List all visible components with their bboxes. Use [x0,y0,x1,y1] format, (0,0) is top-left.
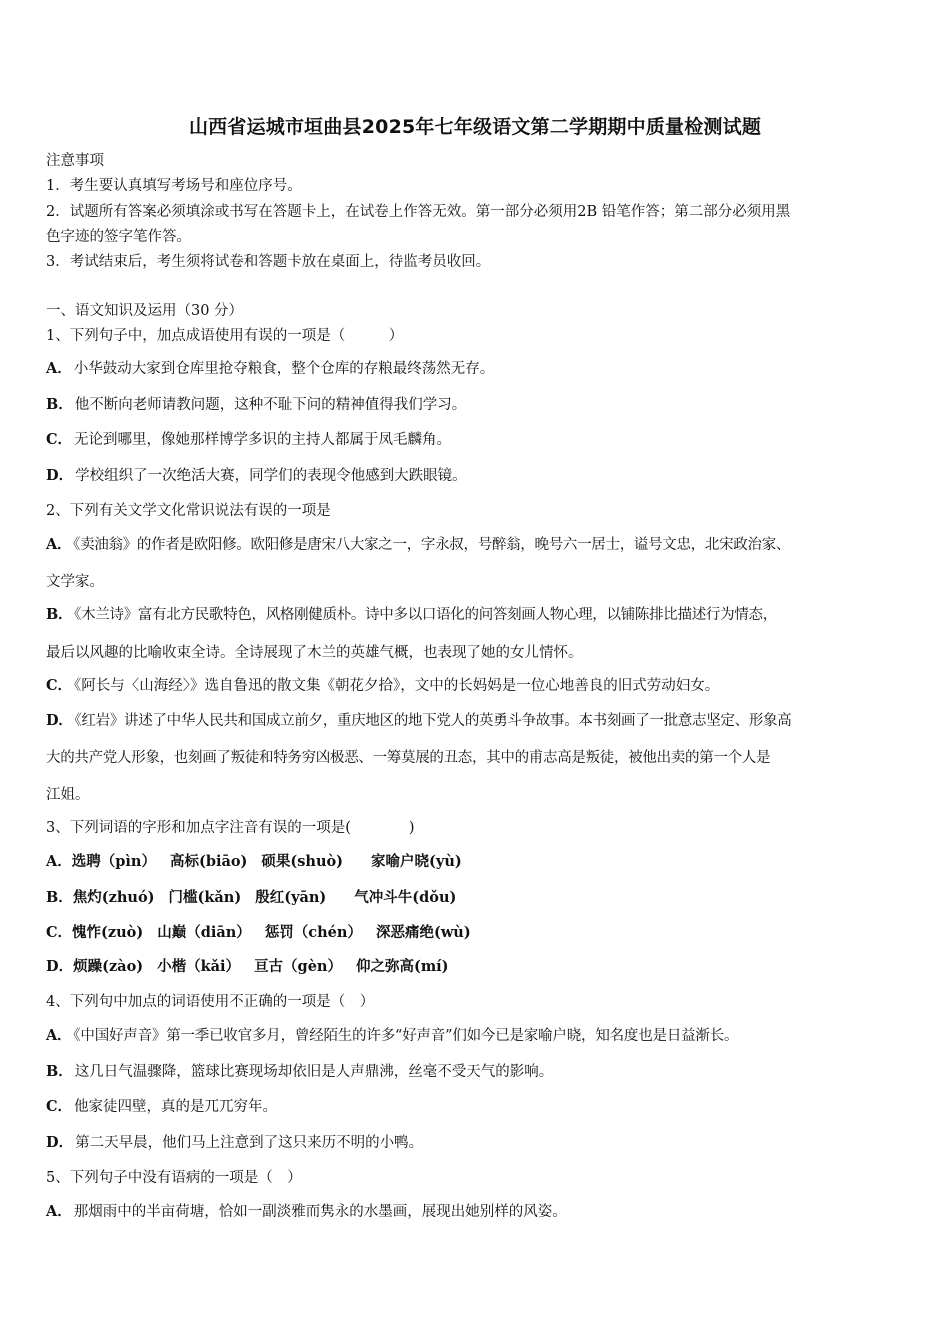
word: 选聘（pìn） [71,853,156,870]
option-text: 他家徒四壁，真的是兀兀穷年。 [74,1099,278,1115]
notice-heading: 注意事项 [46,153,104,169]
option-label: A． [46,360,72,377]
option-label: D． [46,1134,74,1151]
question-2-option-c [46,676,908,696]
question-2-option-d-cont: 大的共产党人形象，也刻画了叛徒和特务穷凶极恶、一筹莫展的丑态，其中的甫志高是叛徒，被他出卖的第一个人是 [46,750,771,766]
question-3-option-c [46,923,908,943]
question-2-option-b [46,605,908,625]
word: 高标(biāo) [169,853,248,870]
question-2-option-d-cont2: 江姐。 [46,787,90,803]
word: 焦灼(zhuó) [72,889,155,906]
option-text: 那烟雨中的半亩荷塘，恰如一副淡雅而隽永的水墨画，展现出她别样的风姿。 [73,1204,567,1220]
question-4-option-a [46,1026,908,1046]
question-3-option-d [46,957,908,977]
question-2-option-a-cont: 文学家。 [46,574,104,590]
word: 气冲斗牛(dǒu) [354,889,457,906]
word: 烦躁(zào) [73,958,144,975]
option-text: 《阿长与〈山海经〉》选自鲁迅的散文集《朝花夕拾》，文中的长妈妈是一位心地善良的旧式劳动妇女。 [74,678,720,694]
option-text: 这几日气温骤降，篮球比赛现场却依旧是人声鼎沸，丝毫不受天气的影响。 [74,1064,554,1080]
question-1-option-b [46,395,908,415]
option-label: B． [46,606,73,623]
option-text: 学校组织了一次绝活大赛，同学们的表现令他感到大跌眼镜。 [75,468,467,484]
option-label: A． [46,536,72,553]
question-5-stem: 5、下列句子中没有语病的一项是（ ） [46,1170,302,1186]
word: 硕果(shuò) [261,853,344,870]
option-text: 无论到哪里，像她那样博学多识的主持人都属于凤毛麟角。 [74,432,452,448]
word: 亘古（gèn） [254,958,342,975]
word: 山巅（diān） [157,924,251,941]
notice-item-2-cont: 色字迹的签字笔作答。 [46,229,191,245]
option-text: 第二天早晨，他们马上注意到了这只来历不明的小鸭。 [75,1135,424,1151]
question-1-option-a [46,359,908,379]
word: 深恶痛绝(wù) [375,924,471,941]
question-1-stem: 1、下列句子中，加点成语使用有误的一项是（ ） [46,328,404,344]
option-text: 小华鼓动大家到仓库里抢夺粮食，整个仓库的存粮最终荡然无存。 [73,361,495,377]
question-4-stem: 4、下列句中加点的词语使用不正确的一项是（ ） [46,994,375,1010]
question-3-stem: 3、下列词语的字形和加点字注音有误的一项是( ) [46,820,415,836]
option-label: A． [46,1203,72,1220]
option-label: A． [46,1027,72,1044]
option-label: A． [46,853,72,870]
question-2-option-a [46,535,908,555]
option-text: 《红岩》讲述了中华人民共和国成立前夕，重庆地区的地下党人的英勇斗争故事。本书刻画了一批意志坚定、形象高 [74,713,792,729]
option-text: 他不断向老师请教问题，这种不耻下问的精神值得我们学习。 [74,397,467,413]
notice-item-1: 1．考生要认真填写考场号和座位序号。 [46,178,302,194]
word: 小楷（kǎi） [157,958,241,975]
question-5-option-a [46,1202,908,1222]
word: 殷红(yān) [255,889,327,906]
option-label: B． [46,1063,73,1080]
question-3-option-b [46,888,908,908]
word: 门槛(kǎn) [168,889,242,906]
word: 仰之弥高(mí) [355,958,449,975]
option-label: C． [46,1098,73,1115]
question-4-option-d [46,1133,908,1153]
option-text: 《中国好声音》第一季已收官多月，曾经陌生的许多“好声音”们如今已是家喻户晓，知名度也是日益渐长。 [73,1028,739,1044]
question-1-option-c [46,430,908,450]
option-label: D． [46,467,74,484]
word: 家喻户晓(yù) [371,853,462,870]
option-label: C． [46,431,73,448]
option-label: C． [46,677,73,694]
option-label: D． [46,958,74,975]
word: 惩罚（chén） [264,924,362,941]
option-text: 《木兰诗》富有北方民歌特色，风格刚健质朴。诗中多以口语化的问答刻画人物心理，以铺陈排比描述行为情态， [74,607,777,623]
option-label: B． [46,889,73,906]
option-label: C． [46,924,73,941]
question-1-option-d [46,466,908,486]
question-2-option-b-cont: 最后以风趣的比喻收束全诗。全诗展现了木兰的英雄气概，也表现了她的女儿情怀。 [46,645,583,661]
question-4-option-b [46,1062,908,1082]
option-label: B． [46,396,73,413]
question-2-stem: 2、下列有关文学文化常识说法有误的一项是 [46,503,331,519]
page-title: 山西省运城市垣曲县2025年七年级语文第二学期期中质量检测试题 [188,116,762,138]
question-3-option-a [46,852,908,872]
question-4-option-c [46,1097,908,1117]
word: 愧怍(zuò) [72,924,144,941]
notice-item-2: 2．试题所有答案必须填涂或书写在答题卡上，在试卷上作答无效。第一部分必须用2B 铅笔作答；第二部分必须用黑 [46,204,791,220]
option-label: D． [46,712,73,729]
notice-item-3: 3．考试结束后，考生须将试卷和答题卡放在桌面上，待监考员收回。 [46,254,491,270]
question-2-option-d [46,711,908,731]
section-heading: 一、语文知识及运用（30 分） [46,303,244,319]
option-text: 《卖油翁》的作者是欧阳修。欧阳修是唐宋八大家之一，字永叔，号醉翁，晚号六一居士，谥号文忠，北宋政治家、 [73,537,791,553]
